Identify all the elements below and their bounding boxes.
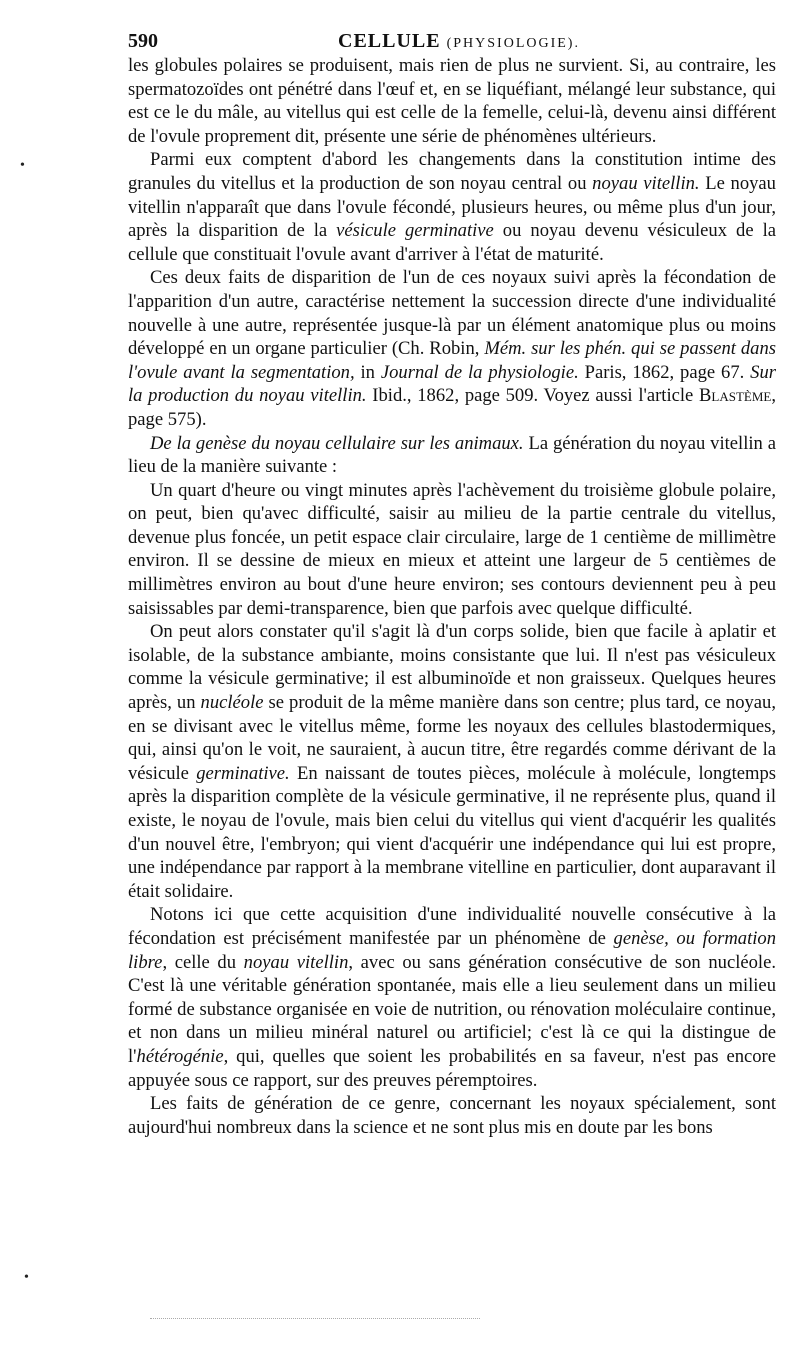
italic-term: germinative.	[196, 762, 290, 784]
paragraph-1: les globules polaires se produisent, mais rien de plus ne survient. Si, au contraire, les spermatozoïdes ont pénétré dans l'œuf et, en se liquéfiant, mélangé leur substance, qui est ce le du mâle, au vitellus qui est celle de la femelle, celui-là, devenu ainsi différent de l'ovule proprement dit, présente une série de phénomènes ultérieurs.	[128, 55, 776, 147]
text-run: Parmi eux comptent d'abord les changements dans la constitution intime des granules du vitellus et la production de son noyau central ou	[128, 149, 776, 194]
running-title	[338, 30, 580, 53]
margin-speck: •	[24, 1270, 29, 1285]
text-run: Ces deux faits de disparition de l'un de ces noyaux suivi après la fécondation de l'apparition d'un autre, caractérise nettement la succession directe d'une individualité nouvelle à une autre, représentée jusque-là par un élément anatomique plus ou moins développé en un organe particulier (Ch. Robin,	[128, 267, 776, 360]
running-title-main: CELLULE	[338, 30, 441, 52]
paragraph-3	[128, 266, 776, 431]
italic-citation: Mém. sur les phén. qui se passent dans l'ovule avant la segmentation,	[128, 338, 776, 383]
running-title-sub: (PHYSIOLOGIE).	[446, 36, 580, 51]
text-run: La génération du noyau vitellin a lieu de la manière suivante :	[128, 432, 777, 478]
italic-term: noyau vitellin	[243, 951, 349, 973]
paragraph-2	[128, 148, 776, 266]
text-run: in	[354, 361, 381, 383]
text-run: ou noyau devenu vésiculeux de la cellule que constituait l'ovule avant d'arriver à l'état de maturité.	[128, 220, 776, 265]
text-run: se produit de la même manière dans son centre; plus tard, ce noyau, en se divisant avec le vitellus même, forme les noyaux des cellules blastodermiques, qui, ainsi qu'on le voit, ne sauraient, à aucun titre, être regardés comme dérivant de la vésicule	[128, 692, 776, 784]
page-header	[128, 24, 776, 54]
small-caps-ref: Blastème	[699, 385, 772, 407]
italic-term: hétérogénie	[136, 1045, 224, 1067]
paragraph-6	[128, 620, 776, 903]
text-run: Ibid., 1862, page 509. Voyez aussi l'article	[366, 385, 699, 407]
bleed-through-line	[150, 1318, 480, 1319]
italic-term: noyau vitellin.	[592, 172, 700, 194]
text-run: Paris, 1862, page 67.	[578, 361, 751, 383]
document-page	[128, 24, 776, 1139]
text-run: , celle du	[162, 951, 244, 973]
text-run: , qui, quelles que soient les probabilités en sa faveur, n'est pas encore appuyée sous ce rapport, sur des preuves péremptoires.	[128, 1045, 776, 1091]
text-run: En naissant de toutes pièces, molécule à molécule, longtemps après la disparition complète de la vésicule germinative, il ne représente plus, quand il existe, le noyau de l'ovule, mais bien celui du vitellus qui vient d'acquérir les qualités d'un nouvel être, l'embryon; qui vient d'acquérir une indépendance qui lui est propre, une indépendance par rapport à la membrane vitelline en particulier, dont auparavant il était solidaire.	[128, 762, 776, 902]
text-run: , page 575).	[128, 385, 776, 430]
italic-term: genèse, ou formation libre	[128, 927, 776, 973]
paragraph-8: Les faits de génération de ce genre, concernant les noyaux spécialement, sont aujourd'hui nombreux dans la science et ne sont plus mis en doute par les bons	[128, 1093, 776, 1138]
paragraph-7	[128, 903, 776, 1092]
text-run: Le noyau vitellin n'apparaît que dans l'ovule fécondé, plusieurs heures, ou même plus d'un jour, après la disparition de la	[128, 172, 776, 242]
text-run: On peut alors constater qu'il s'agit là d'un corps solide, bien que facile à aplatir et isolable, de la substance ambiante, moins consistante que lui. Il n'est pas vésiculeux comme la vésicule germinative; il est albuminoïde et non graisseux. Quelques heures après, un	[128, 621, 776, 714]
text-run: , avec ou sans génération consécutive de son nucléole. C'est là une véritable génération spontanée, mais elle a lieu seulement dans un milieu formé de substance organisée en voie de nutrition, ou rénovation moléculaire continue, et non dans un milieu minéral naturel ou artificiel; c'est là ce qui la distingue de l'	[128, 951, 776, 1067]
page-number: 590	[128, 30, 158, 52]
italic-citation: Sur la production du noyau vitellin.	[128, 361, 776, 407]
section-heading-italic: De la genèse du noyau cellulaire sur les animaux.	[150, 432, 524, 454]
text-run: Notons ici que cette acquisition d'une individualité nouvelle consécutive à la fécondation est précisément manifestée par un phénomène de	[128, 904, 776, 949]
paragraph-4	[128, 432, 776, 479]
margin-speck: •	[20, 158, 25, 173]
italic-citation: Journal de la physiologie.	[380, 361, 579, 383]
paragraph-5: Un quart d'heure ou vingt minutes après l'achèvement du troisième globule polaire, on peut, bien qu'avec difficulté, saisir au milieu de la partie centrale du vitellus, devenue plus foncée, un petit espace clair circulaire, large de 1 centième de millimètre environ. Il se dessine de mieux en mieux et atteint une largeur de 5 centièmes de millimètres environ au bout d'une heure environ; ses contours deviennent peu à peu saisissables par demi-transparence, bien que parfois avec quelque difficulté.	[128, 479, 776, 619]
italic-term: vésicule germinative	[336, 220, 494, 242]
italic-term: nucléole	[200, 692, 264, 714]
